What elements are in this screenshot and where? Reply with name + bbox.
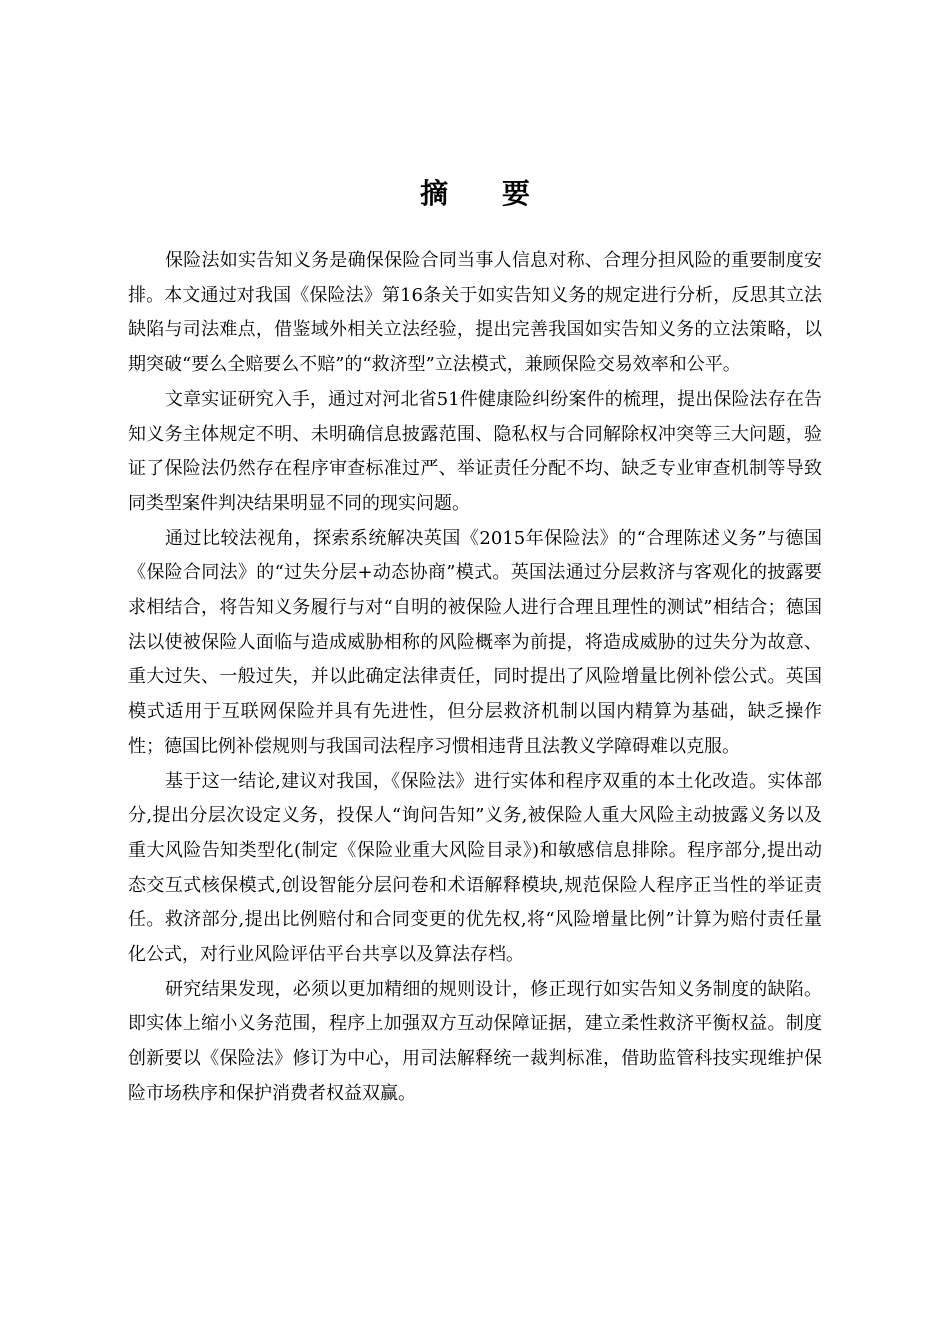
abstract-title: 摘 要 — [420, 177, 552, 210]
abstract-paragraph-3: 通过比较法视角，探索系统解决英国《2015年保险法》的“合理陈述义务”与德国《保险合同法》的“过失分层+动态协商”模式。英国法通过分层救济与客观化的披露要求相结合，将告知义务履行与对“自明的被保险人进行合理且理性的测试”相结合；德国法以使被保险人面临与造成威胁相称的风险概率为前提，将造成威胁的过失分为故意、重大过失、一般过失，并以此确定法律责任，同时提出了风险增量比例补偿公式。英国模式适用于互联网保险并具有先进性，但分层救济机制以国内精算为基础，缺乏操作性；德国比例补偿规则与我国司法程序习惯相违背且法教义学障碍难以克服。 — [128, 527, 822, 757]
abstract-paragraph-5: 研究结果发现，必须以更加精细的规则设计，修正现行如实告知义务制度的缺陷。即实体上缩小义务范围，程序上加强双方互动保障证据，建立柔性救济平衡权益。制度创新要以《保险法》修订为中心，用司法解释统一裁判标准，借助监管科技实现维护保险市场秩序和保护消费者权益双赢。 — [128, 978, 822, 1104]
abstract-body — [128, 244, 822, 1112]
abstract-paragraph-4: 基于这一结论,建议对我国，《保险法》进行实体和程序双重的本土化改造。实体部分,提出分层次设定义务，投保人“询问告知”义务,被保险人重大风险主动披露义务以及重大风险告知类型化(制定《保险业重大风险目录》)和敏感信息排除。程序部分,提出动态交互式核保模式,创设智能分层问卷和术语解释模块,规范保险人程序正当性的举证责任。救济部分,提出比例赔付和合同变更的优先权,将“风险增量比例”计算为赔付责任量化公式，对行业风险评估平台共享以及算法存档。 — [128, 770, 822, 966]
abstract-paragraph-2: 文章实证研究入手，通过对河北省51件健康险纠纷案件的梳理，提出保险法存在告知义务主体规定不明、未明确信息披露范围、隐私权与合同解除权冲突等三大问题，验证了保险法仍然存在程序审查标准过严、举证责任分配不均、缺乏专业审查机制等导致同类型案件判决结果明显不同的现实问题。 — [128, 388, 822, 514]
abstract-paragraph-1: 保险法如实告知义务是确保保险合同当事人信息对称、合理分担风险的重要制度安排。本文通过对我国《保险法》第16条关于如实告知义务的规定进行分析，反思其立法缺陷与司法难点，借鉴域外相关立法经验，提出完善我国如实告知义务的立法策略，以期突破“要么全赔要么不赔”的“救济型”立法模式，兼顾保险交易效率和公平。 — [128, 250, 822, 376]
